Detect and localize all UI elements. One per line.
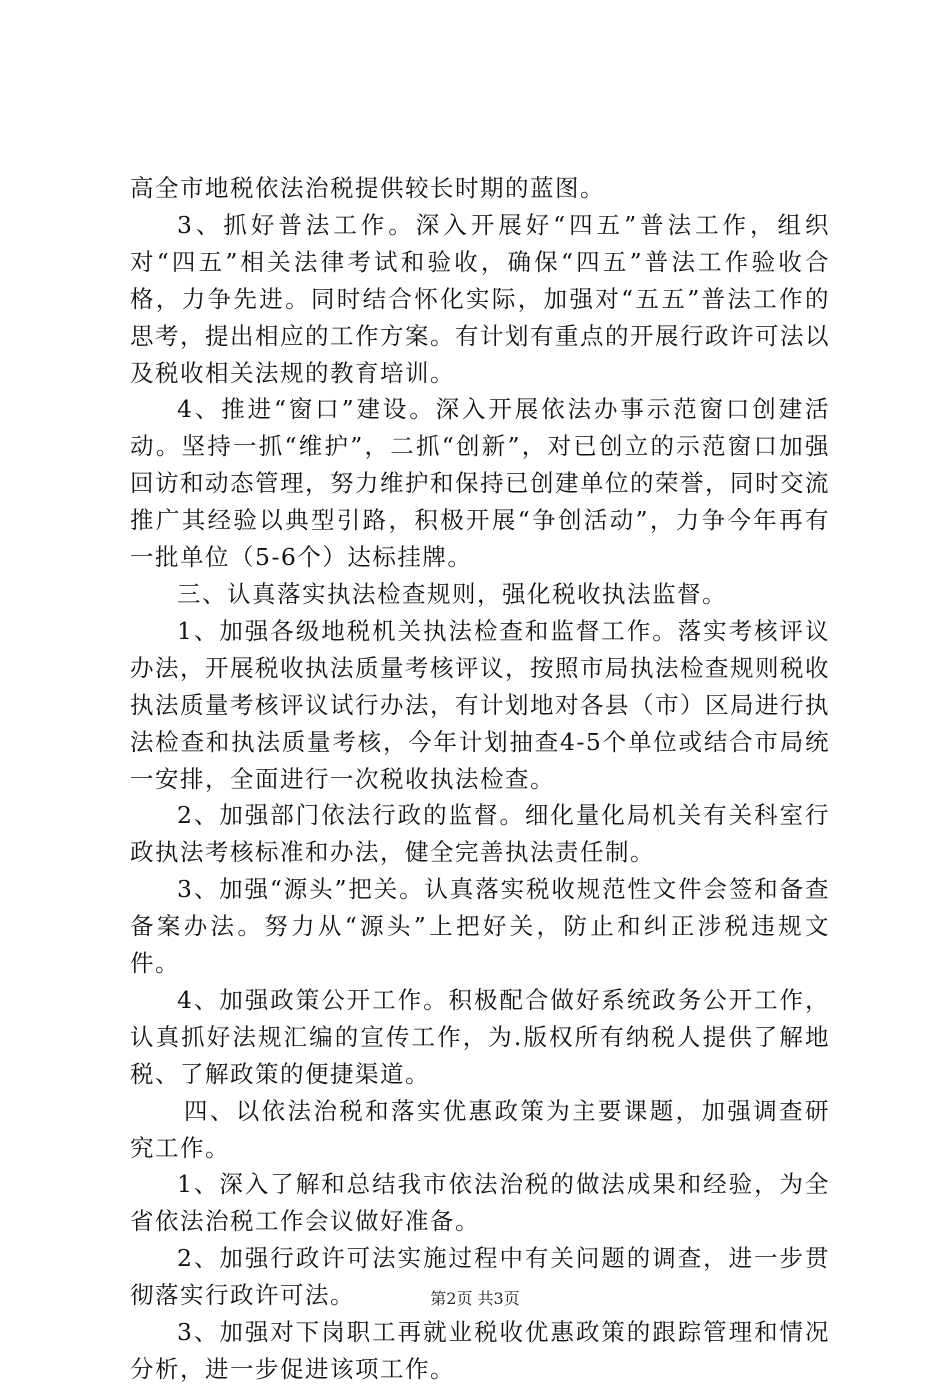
paragraph-item-3-source-control: 3、加强“源头”把关。认真落实税收规范性文件会签和备查备案办法。努力从“源头”上把好关，防止和纠正涉税违规文件。 <box>130 875 830 978</box>
paragraph-item-2-investigation: 2、加强行政许可法实施过程中有关问题的调查，进一步贯彻落实行政许可法。 <box>130 1244 830 1310</box>
section-heading-4: 四、以依法治税和落实优惠政策为主要课题，加强调查研究工作。 <box>130 1096 830 1162</box>
paragraph-item-3-law-education: 3、抓好普法工作。深入开展好“四五”普法工作，组织对“四五”相关法律考试和验收，确保“四五”普法工作验收合格，力争先进。同时结合怀化实际，加强对“五五”普法工作的思考，提出相应的工作方案。有计划有重点的开展行政许可法以及税收相关法规的教育培训。 <box>130 210 830 387</box>
page-number-footer: 第2页 共3页 <box>430 1289 520 1308</box>
paragraph-item-3-reemployment: 3、加强对下岗职工再就业税收优惠政策的跟踪管理和情况分析，进一步促进该项工作。 <box>130 1318 830 1383</box>
section-heading-3: 三、认真落实执法检查规则，强化税收执法监督。 <box>177 579 727 608</box>
paragraph-item-4-window-building: 4、推进“窗口”建设。深入开展依法办事示范窗口创建活动。坚持一抓“维护”，二抓“创新”，对已创立的示范窗口加强回访和动态管理，努力维护和保持已创建单位的荣誉，同时交流推广其经验以典型引路，积极开展“争创活动”，力争今年再有一批单位（5-6个）达标挂牌。 <box>130 395 830 572</box>
paragraph-item-1-enforcement-check: 1、加强各级地税机关执法检查和监督工作。落实考核评议办法，开展税收执法质量考核评议，按照市局执法检查规则税收执法质量考核评议试行办法，有计划地对各县（市）区局进行执法检查和执法质量考核，今年计划抽查4-5个单位或结合市局统一安排，全面进行一次税收执法检查。 <box>130 616 830 793</box>
paragraph-item-2-administration-supervision: 2、加强部门依法行政的监督。细化量化局机关有关科室行政执法考核标准和办法，健全完善执法责任制。 <box>130 801 830 867</box>
paragraph-item-4-policy-disclosure: 4、加强政策公开工作。积极配合做好系统政务公开工作，认真抓好法规汇编的宣传工作，为.版权所有纳税人提供了解地税、了解政策的便捷渠道。 <box>130 985 830 1088</box>
paragraph-continuation: 高全市地税依法治税提供较长时期的蓝图。 <box>130 174 605 202</box>
paragraph-item-1-summary: 1、深入了解和总结我市依法治税的做法成果和经验，为全省依法治税工作会议做好准备。 <box>130 1170 830 1236</box>
document-body <box>130 170 830 1388</box>
